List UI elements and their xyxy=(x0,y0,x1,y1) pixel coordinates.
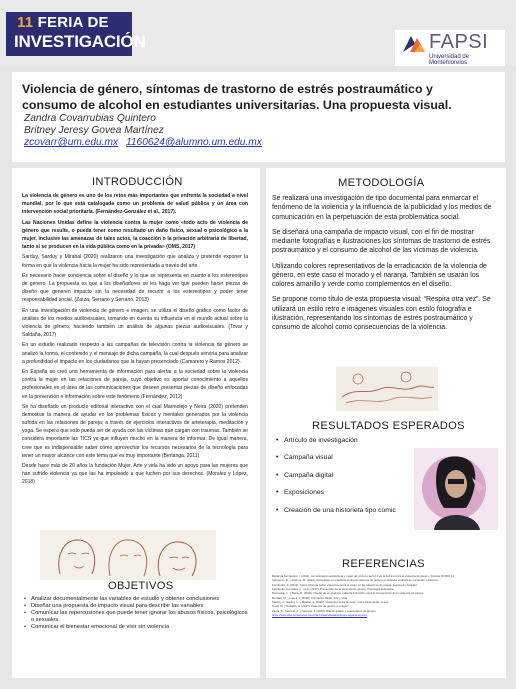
methodology-paragraph: Utilizando colores representativos de la erradicación de la violencia de género, en este caso el morado y el naranja. También se usarán los colores amarillo y verde como complementos en el diseño. xyxy=(272,262,487,288)
intro-paragraph: Las Naciones Unidas define la violencia contra la mujer como «todo acto de violencia de género que resulte, o pueda tener como resultado un daño físico, sexual o psicológico a la mujer, inclusive las amenazas de tales actos, la coacción o la privación arbitraria de libertad, tanto si se producen en la vida pública como en la privada» (OMS, 2017) xyxy=(22,219,248,251)
event-title-line2: INVESTIGACIÓN xyxy=(14,32,146,51)
intro-paragraph: Desde hace más de 20 años la fundación Mujer, Arte y vida ha sido un apoyo para las mujeres que han sufrido violencia ya que las ha impulsado a que luchen por sus derechos. (Morales y López, 2018) xyxy=(22,463,248,486)
intro-paragraph: En una investigación de violencia de género e imagen, se utiliza el diseño gráfico como factor de análisis de los medios audiovisuales, tomando en cuenta su influencia en el mundo actual sobre la violencia de género, haciendo también un análisis de algunas piezas audiovisuales. (Tovar y Saldaña, 2017) xyxy=(22,307,248,339)
illustration-portrait xyxy=(414,448,498,530)
author-2: Britney Jeresy Govea Martínez xyxy=(24,125,164,136)
methodology-heading: METODOLOGÍA xyxy=(338,177,425,189)
list-item: • Analizar documentalmente las variables de estudio y obtener conclusiones xyxy=(22,596,252,603)
portrait-photo-icon xyxy=(414,448,498,530)
reference-link[interactable]: https://www.who.int/es/news-room/fact-sheets/detail/violence-against-women xyxy=(272,612,368,617)
reference-item: Sarduy, A., Sarduy, L. y Mirabal, A. (2020). Violencia contra la mujer, una mirada desde el arte. xyxy=(272,599,390,604)
objectives-heading: OBJETIVOS xyxy=(108,580,174,592)
logo-mark-icon xyxy=(401,32,427,54)
intro-heading: INTRODUCCIÓN xyxy=(92,176,183,188)
intro-paragraph: Se ha diseñado un producto editorial interactivo con el cual Marmolejo y Neira (2020) pretenden demostrar la manera de ayudar en los problemas físicos y mentales generados por la violencia sufrida en las relaciones de pareja; a través de ejercicios interactivos de arteterapia, meditación y yoga. Se espera que esto pueda ser de ayuda con las víctimas que cargan con traumas. También se considera importante las TICS ya que influyen mucho en la manera de informar. De igual manera, cree que es indispensable saber cómo aprovechar los recursos necesarios de la tecnología para tener un mayor alcance con este tema que es muy importante (Berlanga, 2011) xyxy=(22,403,248,459)
results-list xyxy=(276,437,406,524)
list-item: • Campaña digital xyxy=(276,472,406,489)
logo-name: FAPSI xyxy=(429,31,489,53)
reference-item: Camarero, E., y Ramos, M. (2012). Campañas en televisión contra la violencia de género en España. Análisis de contenido y discurso. xyxy=(272,578,439,583)
intro-paragraph: En España se creó una herramienta de información para alertar a la sociedad sobre la violencia contra la mujer en las relaciones de pareja, cuyo objetivo es aportar conocimiento a aquellos profesionales en el área de las comunicaciones que deseen presentar piezas de diseño enfocadas en la prevención e información sobre este fenómeno (Fernández, 2012) xyxy=(22,369,248,400)
reference-item: Zarza, D., Serrano, A. y Serrano, J. (2013). Diseño gráfico y estereotipos de género. xyxy=(272,608,377,613)
hands-sketch-icon xyxy=(336,367,438,411)
intro-paragraph: En un estudio realizado respecto a las campañas de televisión contra la violencia de género se analizó la forma, el contenido y el mensaje de dicha campaña, la cual después serviría para analizar a profundidad el impacto en los ciudadanos que la hayan presenciado (Camarero y Ramos 2012). xyxy=(22,342,248,365)
reference-item: Fernández-González, L., et al. (2017). Prevención de la violencia de género. Psicología Educativa. xyxy=(272,586,395,591)
email-link-2[interactable]: 1160624@alumno.um.edu.mx xyxy=(125,137,262,148)
objectives-list xyxy=(22,596,252,631)
reference-item: Morales, M. y López, J. (2018). Fundación Mujer, Arte y Vida. xyxy=(272,595,348,600)
methodology-body xyxy=(272,194,500,338)
list-item: • Comunicar el bienestar emocional de vivir sin violencia xyxy=(22,624,252,631)
illustration-faces xyxy=(40,530,216,580)
list-item: • Artículo de investigación xyxy=(276,437,406,454)
methodology-paragraph: Se propone como título de esta propuesta visual: “Respira otra vez”. Se utilizará un estilo retro e imágenes visuales con estilo fotografía e ilustración, representando los síntomas de estrés postraumático y consumo de alcohol como consecuencias de la violencia. xyxy=(272,296,491,331)
reference-item: Marmolejo, L. y Neira, D. (2020). Diseño de un producto editorial interactivo para la recuperación de la violencia de pareja. xyxy=(272,591,424,596)
list-item: • Comunicar las repercusiones que puede tener ignorar los abusos físicos, psicológicos o sexuales. xyxy=(22,610,252,624)
faces-sketch-icon xyxy=(40,530,216,580)
event-banner xyxy=(6,12,146,56)
logo-subtitle: Universidad de Montemorelos xyxy=(429,54,470,66)
list-item: • Campaña visual xyxy=(276,454,406,471)
reference-item: Fernández, A. (2012). Cómo informar sobre violencia contra la mujer en las relaciones de pareja. Gaceta de Sanidad. xyxy=(272,582,418,587)
methodology-paragraph: Se diseñará una campaña de impacto visual, con el fin de mostrar mediante fotografías e ilustraciones los síntomas de trastorno de estrés postraumático y el consumo de alcohol de las víctimas de violencia. xyxy=(272,228,491,255)
intro-paragraph: La violencia de género es uno de los retos más importantes que enfrenta la sociedad a nivel mundial, por lo que está catalogada como un problema de salud pública y un área con intervención social prioritaria. (Fernández-González et al., 2017). xyxy=(22,193,248,216)
event-number: 11 xyxy=(17,14,34,31)
page-title: Violencia de género, síntomas de trastorno de estrés postraumático y consumo de alcohol en estudiantes universitarias. Una propuesta visual. xyxy=(22,82,452,112)
results-heading: RESULTADOS ESPERADOS xyxy=(312,420,465,432)
illustration-hands xyxy=(336,367,438,411)
list-item: • Creación de una historieta tipo comic xyxy=(276,507,406,524)
intro-paragraph: Sarduy, Sarduy y Mirabal (2020) realizaron una investigación que analiza y pretende exponer la forma en que la violencia hacia la mujer ha sido representada a través del arte. xyxy=(22,254,248,269)
intro-body xyxy=(22,192,248,489)
list-item: • Diseñar una propuesta de impacto visual para describir las variables xyxy=(22,603,252,610)
reference-item: Tovar, M. y Saldaña, A. (2017). Violencia de género e imagen. xyxy=(272,604,349,609)
author-1: Zandra Covarrubias Quintero xyxy=(24,113,156,124)
author-emails xyxy=(24,137,267,148)
methodology-paragraph: Se realizará una investigación de tipo documental para enmarcar el fenómeno de la violencia y la influencia de la publicidad y los medios de comunicación en la perpetuación de esta problemática social. xyxy=(272,195,492,221)
references-heading: REFERENCIAS xyxy=(342,558,425,570)
fapsi-logo xyxy=(395,30,505,66)
event-title-line1: FERIA DE xyxy=(37,14,109,31)
reference-item: Berlanga Fernández, I. (2011). Comunicación audiovisual y mujer. El rol de la web 2.0 en la lucha contra la violencia de género. Revista ICONO 14. xyxy=(272,574,455,578)
references-list xyxy=(272,574,498,617)
list-item: • Exposiciones xyxy=(276,489,406,506)
intro-paragraph: Es necesario hacer conciencia sobre el diseño y lo que se representa en cuanto a los estereotipos de género. La propuesta es que a los diseñadores se les haga ver que pueden hacer piezas de diseño que generen impacto sin la necesidad de recurrir a los estereotipos y poder tener responsabilidad social. (Zarza, Serrano y Serrano, 2013) xyxy=(22,272,248,304)
email-link-1[interactable]: zcovarr@um.edu.mx xyxy=(24,137,119,148)
